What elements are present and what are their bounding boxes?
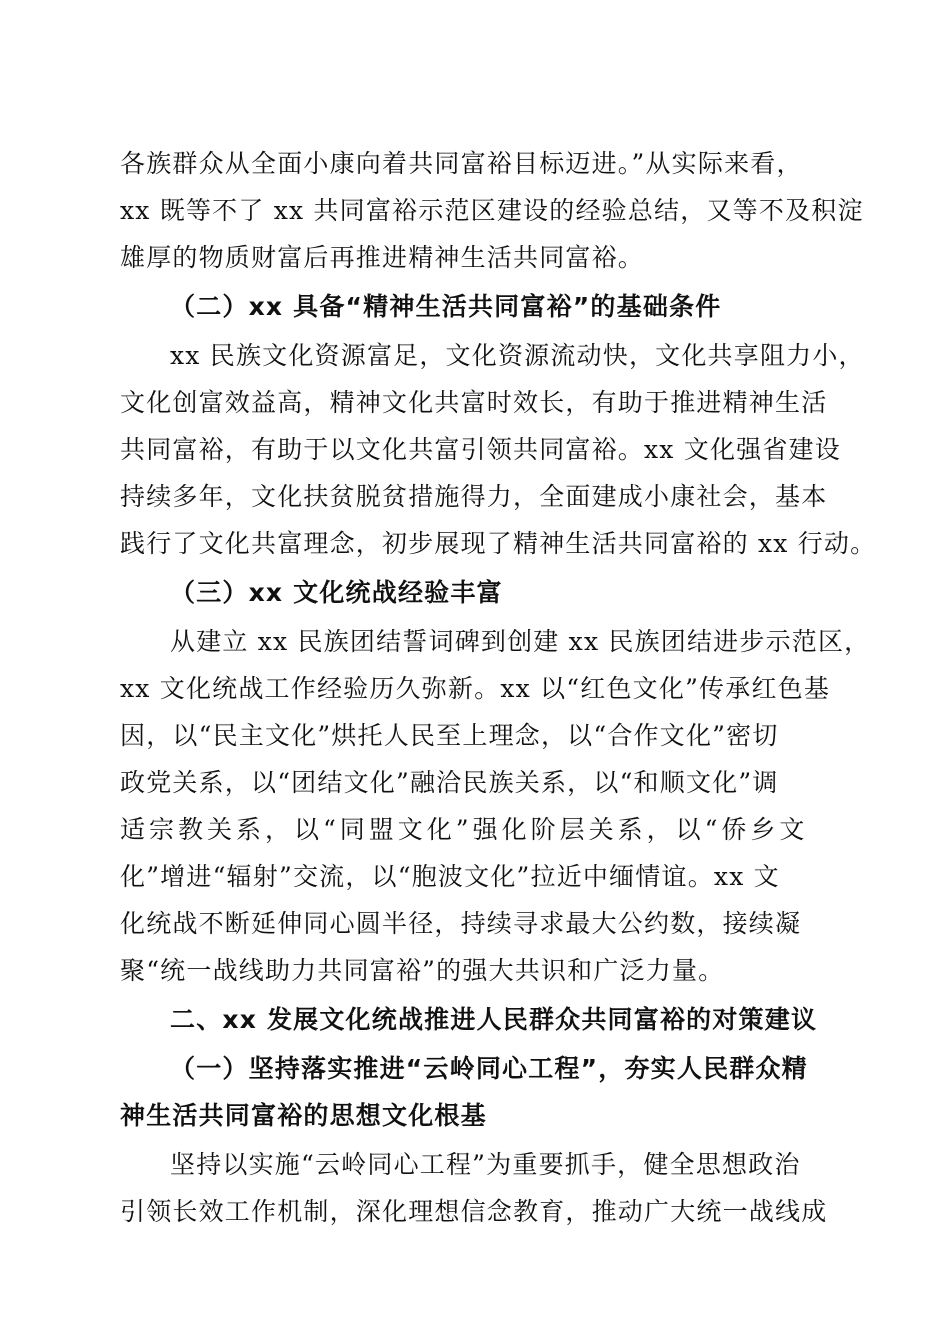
paragraph-line: xx 文化统战工作经验历久弥新。xx 以“红色文化”传承红色基 [120,674,831,703]
section-heading-2: （二）xx 具备“精神生活共同富裕”的基础条件 [170,292,722,321]
paragraph-line: 持续多年，文化扶贫脱贫措施得力，全面建成小康社会，基本 [120,482,828,511]
paragraph-line: 雄厚的物质财富后再推进精神生活共同富裕。 [120,243,645,272]
paragraph-line: 因，以“民主文化”烘托人民至上理念，以“合作文化”密切 [120,721,779,750]
paragraph-line: 从建立 xx 民族团结誓词碑到创建 xx 民族团结进步示范区， [170,627,871,656]
paragraph-line: 化统战不断延伸同心圆半径，持续寻求最大公约数，接续凝 [120,909,802,938]
paragraph-line: 政党关系，以“团结文化”融洽民族关系，以“和顺文化”调 [120,768,779,797]
paragraph-line: 践行了文化共富理念，初步展现了精神生活共同富裕的 xx 行动。 [120,529,877,558]
subsection-heading: （一）坚持落实推进“云岭同心工程”，夯实人民群众精 [170,1054,808,1083]
paragraph-line: 文化创富效益高，精神文化共富时效长，有助于推进精神生活 [120,388,828,417]
section-heading-3: （三）xx 文化统战经验丰富 [170,578,503,607]
paragraph-line: 聚“统一战线助力共同富裕”的强大共识和广泛力量。 [120,956,725,985]
paragraph-line: 化”增进“辐射”交流，以“胞波文化”拉近中缅情谊。xx 文 [120,862,780,891]
paragraph-line: 各族群众从全面小康向着共同富裕目标迈进。”从实际来看， [120,149,803,178]
paragraph-line: 引领长效工作机制，深化理想信念教育，推动广大统一战线成 [120,1197,828,1226]
paragraph-line: 适宗教关系，以“同盟文化”强化阶层关系，以“侨乡文 [120,815,809,844]
paragraph-line: xx 既等不了 xx 共同富裕示范区建设的经验总结，又等不及积淀 [120,196,864,225]
paragraph-line: 共同富裕，有助于以文化共富引领共同富裕。xx 文化强省建设 [120,435,841,464]
document-body [120,144,877,1231]
subsection-heading-continued: 神生活共同富裕的思想文化根基 [120,1101,487,1130]
paragraph-line: xx 民族文化资源富足，文化资源流动快，文化共享阻力小， [170,341,865,370]
paragraph-line: 坚持以实施“云岭同心工程”为重要抓手，健全思想政治 [170,1150,801,1179]
chapter-heading: 二、xx 发展文化统战推进人民群众共同富裕的对策建议 [170,1005,818,1034]
